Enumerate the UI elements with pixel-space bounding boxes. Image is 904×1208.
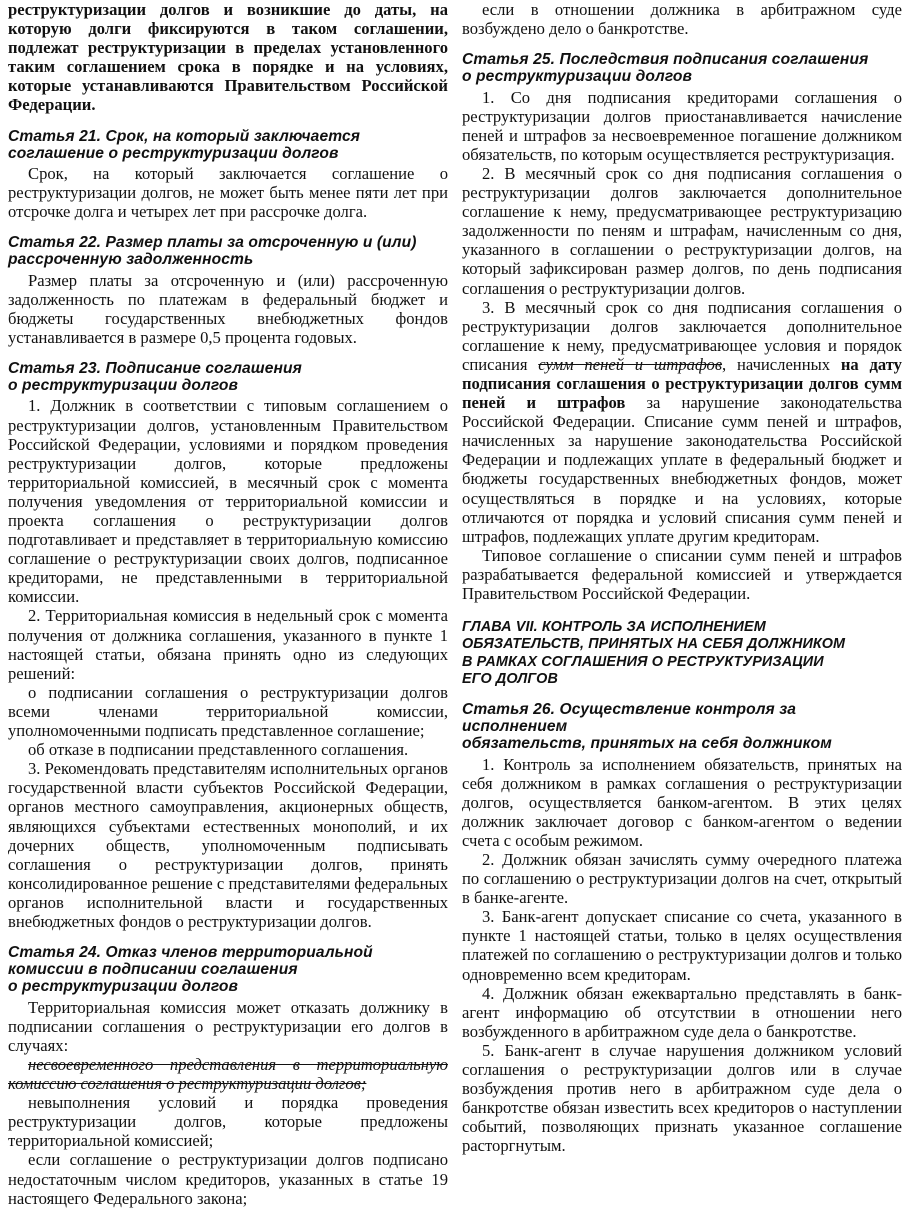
article-23-paragraph-3: о подписании соглашения о реструктуризации долгов всеми членами территориальной комиссии, уполномоченными подписать представленное соглашение; xyxy=(8,682,448,741)
article-24-paragraph-4: если соглашение о реструктуризации долгов подписано недостаточным числом кредиторов, указанных в статье 19 настоящего Федерального закона; xyxy=(8,1150,448,1208)
article-25-paragraph-4: Типовое соглашение о списании сумм пеней и штрафов разрабатывается федеральной комиссией и утверждается Правительством Российской Федерации. xyxy=(462,545,902,604)
article-26-title-line-2: обязательств, принятых на себя должником xyxy=(462,735,832,753)
article-25-paragraph-3 xyxy=(462,298,902,546)
article-25-title-line-2: о реструктуризации долгов xyxy=(462,68,693,86)
article-21-heading xyxy=(8,128,448,162)
article-26-paragraph-3: 3. Банк-агент допускает списание со счета, указанного в пункте 1 настоящей статьи, только в целях осуществления платежей по соглашению о реструктуризации долгов и только одновременно всем кредиторам. xyxy=(462,907,902,984)
article-25-p3-bold-insert: на дату подписания соглашения о реструктуризации долгов сумм пеней и штрафов xyxy=(462,354,902,413)
article-25-paragraph-1: 1. Со дня подписания кредиторами соглашения о реструктуризации долгов приостанавливается начисление пеней и штрафов за несвоевременное погашение должником обязательств, по которым осуществляется реструктуризация. xyxy=(462,87,902,164)
article-25-p3-part-a: 3. В месячный срок со дня подписания соглашения о реструктуризации долгов заключается дополнительное соглашение к нему, предусматривающее условия и порядок списания xyxy=(462,297,902,374)
article-23-paragraph-4: об отказе в подписании представленного соглашения. xyxy=(28,740,409,760)
article-26-title-line-1: Статья 26. Осуществление контроля за исполнением xyxy=(462,700,797,736)
article-25-paragraph-2: 2. В месячный срок со дня подписания соглашения о реструктуризации долгов заключается дополнительное соглашение к нему, предусматривающее реструктуризацию задолженности по пеням и штрафам, начисленным со дня, указанного в соглашении о реструктуризации долгов, на который зафиксирован размер долгов, по день подписания соглашения о реструктуризации долгов. xyxy=(462,163,902,298)
article-23-title-line-1: Статья 23. Подписание соглашения xyxy=(8,360,302,378)
article-24-title-line-2: комиссии в подписании соглашения xyxy=(8,961,298,979)
chapter-7-line-1: ГЛАВА VII. КОНТРОЛЬ ЗА ИСПОЛНЕНИЕМ xyxy=(462,619,766,636)
chapter-7-line-3: В РАМКАХ СОГЛАШЕНИЯ О РЕСТРУКТУРИЗАЦИИ xyxy=(462,653,824,670)
left-intro-paragraph: реструктуризации долгов и возникшие до даты, на которую долги фиксируются в таком соглашении, подлежат реструктуризации в пределах установленного таким соглашением срока в порядке и на условиях, которые устанавливаются Правительством Российской Федерации. xyxy=(8,0,448,115)
article-25-heading xyxy=(462,51,902,85)
article-26-paragraph-2: 2. Должник обязан зачислять сумму очередного платежа по соглашению о реструктуризации долгов на счет, открытый в банке-агенте. xyxy=(462,850,902,908)
chapter-7-line-2: ОБЯЗАТЕЛЬСТВ, ПРИНЯТЫХ НА СЕБЯ ДОЛЖНИКОМ xyxy=(462,636,846,653)
article-24-title-line-1: Статья 24. Отказ членов территориальной xyxy=(8,944,373,962)
article-22-title-line-2: рассроченную задолженность xyxy=(8,251,254,269)
article-26-paragraph-1: 1. Контроль за исполнением обязательств, принятых на себя должником в рамках соглашения о реструктуризации долгов, осуществляется банком-агентом. В этих целях должник заключает договор с банком-агентом о ведении счета с особым режимом. xyxy=(462,754,902,850)
article-23-paragraph-2: 2. Территориальная комиссия в недельный срок с момента получения от должника соглашения, указанного в пункте 1 настоящей статьи, обязана принять одно из следующих решений: xyxy=(8,606,448,683)
article-21-paragraph-1: Срок, на который заключается соглашение о реструктуризации долгов, не может быть менее пяти лет при отсрочке долга и четырех лет при рассрочке долга. xyxy=(8,163,448,222)
article-25-p3-part-b: , начисленных xyxy=(722,354,841,374)
article-24-paragraph-1: Территориальная комиссия может отказать должнику в подписании соглашения о реструктуризации его долгов в случаях: xyxy=(8,997,448,1055)
article-23-heading xyxy=(8,360,448,394)
article-22-paragraph-1: Размер платы за отсроченную и (или) рассроченную задолженность по платежам в федеральный бюджет и бюджеты государственных внебюджетных фондов устанавливается в размере 0,5 процента годовых. xyxy=(8,270,448,347)
chapter-7-heading xyxy=(462,619,902,688)
article-26-paragraph-5: 5. Банк-агент в случае нарушения должником условий соглашения о реструктуризации долгов или в случае возбуждения против него в арбитражном суде дела о банкротстве обязан известить всех кредиторов о наступлении событий, позволяющих признать указанное соглашение расторгнутым. xyxy=(462,1040,902,1156)
right-intro-paragraph: если в отношении должника в арбитражном суде возбуждено дело о банкротстве. xyxy=(462,0,902,39)
right-column xyxy=(462,0,902,1156)
article-23-paragraph-1: 1. Должник в соответствии с типовым соглашением о реструктуризации долгов, установленным Правительством Российской Федерации, условиями и порядком проведения реструктуризации долгов, которые предложены территориальной комиссией, в месячный срок с момента получения уведомления от территориальной комиссии и проекта соглашения о реструктуризации долгов подготавливает и представляет в территориальную комиссию соглашение о реструктуризации своих долгов, подписанное кредиторами, не представленными в территориальной комиссии. xyxy=(8,396,448,607)
article-21-title-line-1: Статья 21. Срок, на который заключается xyxy=(8,127,361,145)
article-26-paragraph-4: 4. Должник обязан ежеквартально представлять в банк-агент информацию об отсутствии в отношении него возбужденного в арбитражном суде дела о банкротстве. xyxy=(462,983,902,1041)
article-25-p3-part-c: за нарушение законодательства Российской Федерации. Списание сумм пеней и штрафов, начисленных за нарушение законодательства Российской Федерации и подлежащих уплате в федеральный бюджет и бюджеты государственных внебюджетных фондов, может осуществляться в порядке и на условиях, которые отличаются от порядка и условий списания сумм пеней и штрафов, подлежащих уплате другим кредиторам. xyxy=(462,393,902,546)
article-24-heading xyxy=(8,944,448,996)
article-22-title-line-1: Статья 22. Размер платы за отсроченную и (или) xyxy=(8,234,417,252)
article-21-title-line-2: соглашение о реструктуризации долгов xyxy=(8,144,339,162)
article-24-title-line-3: о реструктуризации долгов xyxy=(8,978,239,996)
article-24-paragraph-3: невыполнения условий и порядка проведения реструктуризации долгов, которые предложены территориальной комиссией; xyxy=(8,1093,448,1151)
left-column xyxy=(8,0,448,1208)
article-22-heading xyxy=(8,234,448,268)
chapter-7-line-4: ЕГО ДОЛГОВ xyxy=(462,670,558,687)
article-24-paragraph-2-struck xyxy=(8,1055,448,1093)
article-25-title-line-1: Статья 25. Последствия подписания соглашения xyxy=(462,51,869,69)
struck-text: несвоевременного представления в территориальную комиссию соглашения о реструктуризации долгов; xyxy=(8,1054,448,1094)
article-25-p3-struck: сумм пеней и штрафов xyxy=(538,354,723,374)
article-23-paragraph-5: 3. Рекомендовать представителям исполнительных органов государственной власти субъектов Российской Федерации, органов местного самоуправления, акционерных обществ, являющихся субъектами естественных монополий, и их дочерних обществ, уполномоченным подписывать соглашения о реструктуризации долгов, принять консолидированное решение с представителями федеральных органов исполнительной власти и государственных внебюджетных фондов о реструктуризации долгов. xyxy=(8,759,448,931)
article-23-title-line-2: о реструктуризации долгов xyxy=(8,377,239,395)
article-26-heading xyxy=(462,701,902,753)
